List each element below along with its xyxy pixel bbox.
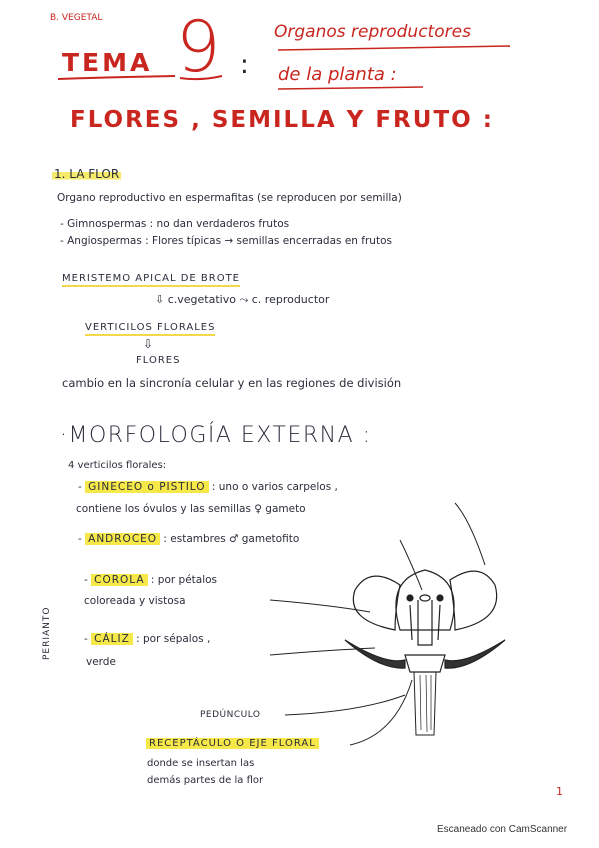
tema-number: 9: [176, 6, 221, 88]
pedunculo-arrow: [285, 695, 405, 715]
stamen-right: [438, 605, 440, 640]
verticilos-text: VERTICILOS FLORALES: [85, 322, 215, 336]
tema-underline: [58, 76, 175, 79]
receptaculo-text: RECEPTÁCULO O EJE FLORAL: [146, 738, 319, 749]
tema-colon: :: [240, 50, 249, 80]
receptaculo-desc-1: donde se insertan las: [147, 758, 255, 769]
tema-label: TEMA: [62, 48, 153, 77]
anther-right: [437, 595, 443, 601]
verticilos-intro: 4 verticilos florales:: [68, 460, 167, 471]
meristem-arrow-text: ⇩ c.vegetativo ⤳ c. reproductor: [155, 293, 330, 306]
pedunculo-label: PEDÚNCULO: [200, 710, 261, 720]
section-2-heading: ·MORFOLOGÍA EXTERNA :: [60, 423, 372, 448]
title-line-1: Organos reproductores: [274, 22, 471, 42]
gineceo-text-2: contiene los óvulos y las semillas ♀ gameto: [76, 503, 306, 515]
title-line-2: de la planta :: [278, 64, 397, 85]
gineceo-text: : uno o varios carpelos ,: [211, 481, 338, 493]
title-underline-2: [278, 87, 423, 89]
receptaculo-arrow: [350, 680, 412, 745]
androceo-text: : estambres ♂ gametofito: [163, 533, 300, 545]
receptaculo-desc-2: demás partes de la flor: [147, 775, 264, 786]
flores-label: FLORES: [136, 355, 181, 366]
corola-text: : por pétalos: [150, 574, 218, 586]
stamen-left: [410, 605, 412, 640]
pistil: [418, 600, 432, 645]
androceo-label: ANDROCEO: [85, 533, 160, 545]
flower-drawing: [345, 570, 505, 735]
scanner-note: Escaneado con CamScanner: [437, 824, 568, 835]
section-1-heading-text: 1. LA FLOR: [54, 167, 120, 181]
title-underline-1: [278, 46, 510, 50]
tema-number-underline: [180, 76, 222, 79]
caliz-label: CÁLIZ: [91, 633, 133, 645]
subtitle: FLORES , SEMILLA Y FRUTO :: [70, 107, 494, 133]
caliz-dash: -: [84, 633, 88, 645]
corolla-arrow: [270, 600, 370, 612]
cambio-line: cambio en la sincronía celular y en las regiones de división: [62, 376, 402, 390]
petal-right: [450, 571, 497, 630]
perianto-label: PERIANTO: [42, 606, 52, 660]
subject-tag: B. VEGETAL: [50, 13, 103, 23]
petal-center: [396, 570, 454, 630]
petal-left: [353, 576, 400, 630]
stem: [414, 672, 436, 735]
flor-line-1: Organo reproductivo en espermafitas (se reproducen por semilla): [57, 192, 402, 204]
stigma: [420, 595, 430, 601]
androceo-dash: -: [78, 533, 82, 545]
sepal-right: [445, 640, 505, 668]
sepal-left: [345, 640, 405, 668]
corola-text-2: coloreada y vistosa: [84, 595, 186, 607]
receptacle: [405, 655, 445, 672]
meristem-text: MERISTEMO APICAL DE BROTE: [62, 273, 240, 287]
pistil-arrow: [455, 503, 485, 565]
corola-dash: -: [84, 574, 88, 586]
page-number: 1: [556, 785, 563, 798]
caliz-text-2: verde: [86, 656, 116, 668]
flor-line-2: - Gimnospermas : no dan verdaderos frutos: [60, 218, 290, 230]
gineceo-dash: -: [78, 481, 82, 493]
corola-label: COROLA: [91, 574, 147, 586]
anther-left: [407, 595, 413, 601]
stem-fibres: [420, 675, 431, 732]
gineceo-label: GINECEO o PISTILO: [85, 481, 208, 493]
flor-line-3: - Angiospermas : Flores típicas → semillas encerradas en frutos: [60, 235, 392, 247]
verticilos-arrow: ⇩: [143, 337, 154, 351]
caliz-text: : por sépalos ,: [136, 633, 211, 645]
